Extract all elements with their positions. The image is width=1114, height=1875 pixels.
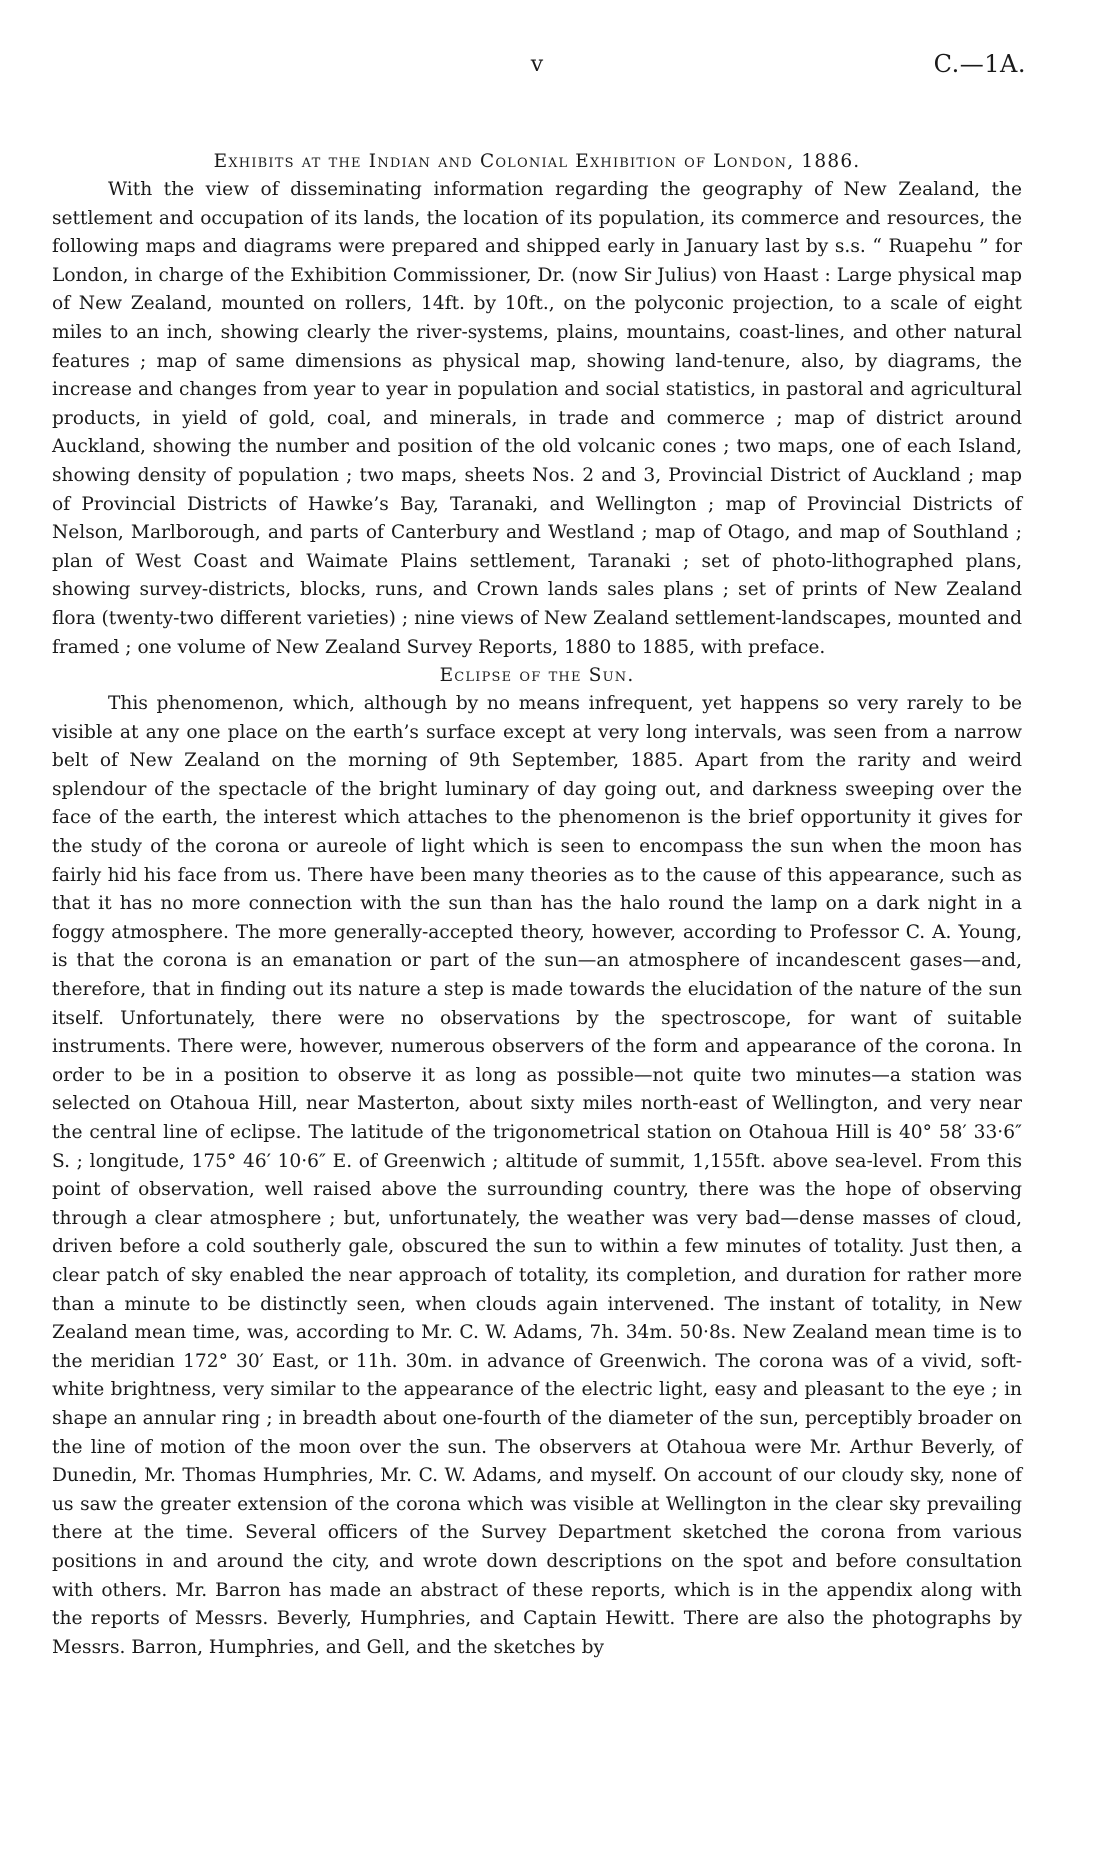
- exhibits-paragraph: With the view of disseminating information regarding the geography of New Zealand, the settlement and occupation of its lands, the location of its population, its commerce and resources, the following maps and diagrams were prepared and shipped early in January last by s.s. “ Ruapehu ” for London, in charge of the Exhibition Commissioner, Dr. (now Sir Julius) von Haast : Large physical map of New Zealand, mounted on rollers, 14ft. by 10ft., on the polyconic projection, to a scale of eight miles to an inch, showing clearly the river-systems, plains, mountains, coast-lines, and other natural features ; map of same dimensions as physical map, showing land-tenure, also, by diagrams, the increase and changes from year to year in population and social statistics, in pastoral and agricultural products, in yield of gold, coal, and minerals, in trade and commerce ; map of district around Auckland, showing the number and position of the old volcanic cones ; two maps, one of each Island, showing density of population ; two maps, sheets Nos. 2 and 3, Provincial District of Auckland ; map of Provincial Districts of Hawke’s Bay, Taranaki, and Wellington ; map of Provincial Districts of Nelson, Marlborough, and parts of Canterbury and Westland ; map of Otago, and map of Southland ; plan of West Coast and Waimate Plains settlement, Taranaki ; set of photo-lithographed plans, showing survey-districts, blocks, runs, and Crown lands sales plans ; set of prints of New Zealand flora (twenty-two different varieties) ; nine views of New Zealand settlement-landscapes, mounted and framed ; one volume of New Zealand Survey Reports, 1880 to 1885, with preface.: [52, 179, 1022, 658]
- section-heading-eclipse: Eclipse of the Sun.: [439, 665, 635, 687]
- section-heading-exhibits: Exhibits at the Indian and Colonial Exhibition of London, 1886.: [213, 151, 861, 172]
- page-header: [52, 40, 1026, 90]
- document-page: [52, 40, 1026, 1662]
- document-reference: C.—1A.: [933, 50, 1026, 78]
- eclipse-paragraph: This phenomenon, which, although by no means infrequent, yet happens so very rarely to be visible at any one place on the earth’s surface except at very long intervals, was seen from a narrow belt of New Zealand on the morning of 9th September, 1885. Apart from the rarity and weird splendour of the spectacle of the bright luminary of day going out, and darkness sweeping over the face of the earth, the interest which attaches to the phenomenon is the brief opportunity it gives for the study of the corona or aureole of light which is seen to encompass the sun when the moon has fairly hid his face from us. There have been many theories as to the cause of this appearance, such as that it has no more connection with the sun than has the halo round the lamp on a dark night in a foggy atmosphere. The more generally-accepted theory, however, according to Professor C. A. Young, is that the corona is an emanation or part of the sun—an atmosphere of incandescent gases—and, therefore, that in finding out its nature a step is made towards the elucidation of the nature of the sun itself. Unfortunately, there were no observations by the spectroscope, for want of suitable instruments. There were, however, numerous observers of the form and appearance of the corona. In order to be in a position to observe it as long as possible—not quite two minutes—a station was selected on Otahoua Hill, near Masterton, about sixty miles north-east of Wellington, and very near the central line of eclipse. The latitude of the trigonometrical station on Otahoua Hill is 40° 58′ 33·6″ S. ; longitude, 175° 46′ 10·6″ E. of Greenwich ; altitude of summit, 1,155ft. above sea-level. From this point of observation, well raised above the surrounding country, there was the hope of observing through a clear atmosphere ; but, unfortunately, the weather was very bad—dense masses of cloud, driven before a cold southerly gale, obscured the sun to within a few minutes of totality. Just then, a clear patch of sky enabled the near approach of totality, its completion, and duration for rather more than a minute to be distinctly seen, when clouds again intervened. The instant of totality, in New Zealand mean time, was, according to Mr. C. W. Adams, 7h. 34m. 50·8s. New Zealand mean time is to the meridian 172° 30′ East, or 11h. 30m. in advance of Greenwich. The corona was of a vivid, soft-white brightness, very similar to the appearance of the electric light, easy and pleasant to the eye ; in shape an annular ring ; in breadth about one-fourth of the diameter of the sun, perceptibly broader on the line of motion of the moon over the sun. The observers at Otahoua were Mr. Arthur Beverly, of Dunedin, Mr. Thomas Humphries, Mr. C. W. Adams, and myself. On account of our cloudy sky, none of us saw the greater extension of the corona which was visible at Wellington in the clear sky prevailing there at the time. Several officers of the Survey Department sketched the corona from various positions in and around the city, and wrote down descriptions on the spot and before consultation with others. Mr. Barron has made an abstract of these reports, which is in the appendix along with the reports of Messrs. Beverly, Humphries, and Captain Hewitt. There are also the photographs by Messrs. Barron, Humphries, and Gell, and the sketches by: [52, 693, 1022, 1658]
- page-number: v: [530, 52, 544, 77]
